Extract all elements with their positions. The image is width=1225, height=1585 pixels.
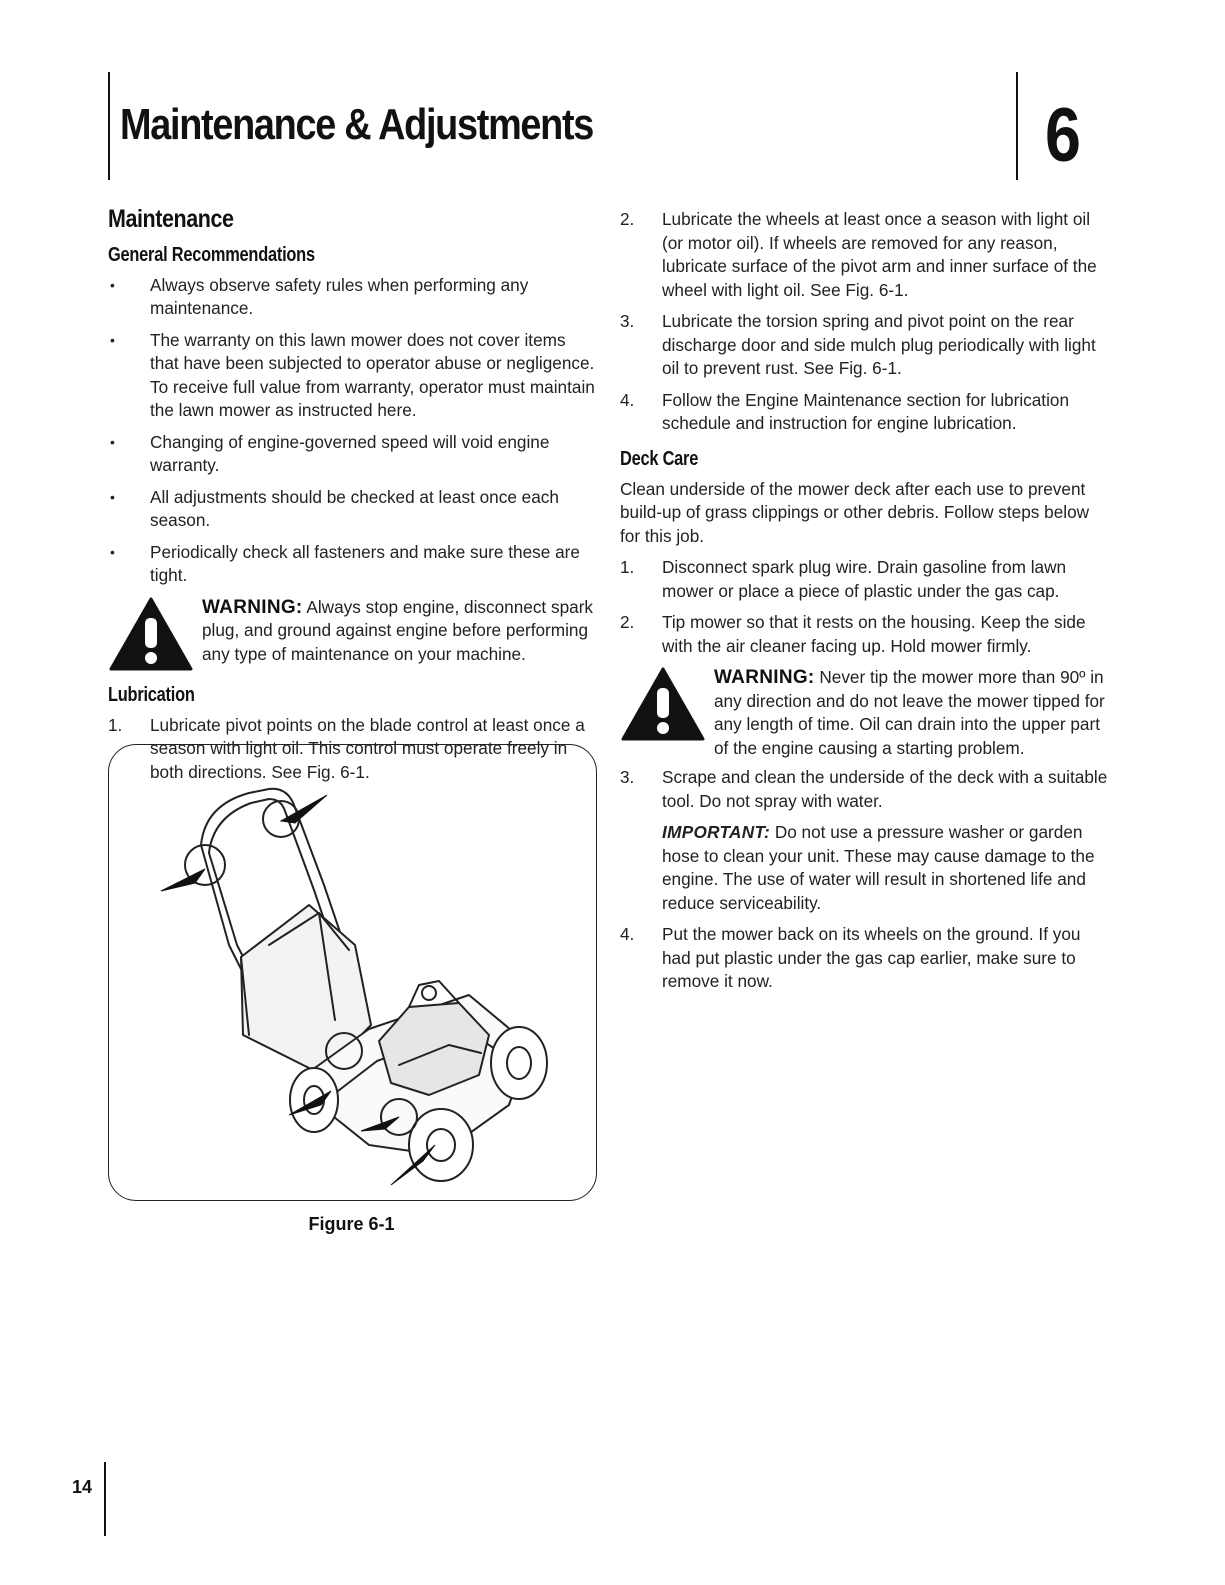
- right-column: [620, 208, 1110, 1002]
- warning-icon: [620, 666, 706, 742]
- list-item: [108, 329, 598, 423]
- list-item: [620, 389, 1110, 436]
- bullet-marker: •: [110, 488, 115, 505]
- list-item: [620, 208, 1110, 302]
- chapter-title: Maintenance & Adjustments: [120, 100, 594, 149]
- list-item: [620, 310, 1110, 381]
- list-item: [620, 556, 1110, 603]
- important-label: IMPORTANT:: [662, 822, 771, 842]
- list-number: 4.: [620, 389, 635, 410]
- list-item-text: Changing of engine-governed speed will void engine warranty.: [150, 431, 550, 475]
- list-number: 3.: [620, 767, 635, 787]
- list-item-text: Tip mower so that it rests on the housing. Keep the side with the air cleaner facing up. Hold mower firmly.: [662, 612, 1086, 656]
- heading-general-recommendations: General Recommendations: [108, 242, 315, 266]
- list-item-text: Lubricate the wheels at least once a season with light oil (or motor oil). If wheels are removed for any reason, lubricate surface of the pivot arm and inner surface of the wheel with light oil. See Fig. 6-1.: [662, 209, 1097, 300]
- important-text: Do not use a pressure washer or garden hose to clean your unit. These may cause damage to the engine. The use of water will result in shortened life and reduce serviceability.: [662, 822, 1095, 913]
- list-item: [108, 486, 598, 533]
- list-number: 2.: [620, 209, 635, 229]
- warning-label: WARNING:: [714, 667, 815, 688]
- list-item-text: Lubricate pivot points on the blade control at least once a season with light oil. This control must operate freely in both directions. See Fig. 6-1.: [150, 714, 585, 782]
- heading-lubrication: Lubrication: [108, 682, 195, 706]
- list-number: 1.: [620, 557, 635, 577]
- page-number: 14: [72, 1477, 93, 1497]
- list-item-text: Put the mower back on its wheels on the ground. If you had put plastic under the gas cap earlier, make sure to remove it now.: [662, 924, 1081, 991]
- list-item-text: Scrape and clean the underside of the deck with a suitable tool. Do not spray with water.: [662, 767, 1108, 811]
- left-column: [108, 205, 598, 792]
- header-right-rule: [1016, 72, 1018, 180]
- list-item: [620, 923, 1110, 994]
- warning-icon: [108, 596, 194, 672]
- list-item-text: Periodically check all fasteners and make sure these are tight.: [150, 541, 580, 585]
- list-item-text: Lubricate the torsion spring and pivot point on the rear discharge door and side mulch plug periodically with light oil to prevent rust. See Fig. 6-1.: [662, 311, 1096, 378]
- list-item-text: Follow the Engine Maintenance section for lubrication schedule and instruction for engine lubrication.: [662, 389, 1070, 433]
- bullet-marker: •: [110, 331, 115, 348]
- list-item-text: The warranty on this lawn mower does not cover items that have been subjected to operator abuse or negligence. To receive full value from warranty, operator must maintain the lawn mower as instructed here.: [150, 329, 595, 420]
- list-number: 1.: [108, 714, 123, 735]
- important-note: [620, 821, 1110, 915]
- list-number: 2.: [620, 612, 635, 632]
- heading-deck-care: Deck Care: [620, 446, 699, 470]
- warning-box: [108, 596, 598, 672]
- list-item-text: Disconnect spark plug wire. Drain gasoline from lawn mower or place a piece of plastic under the gas cap.: [662, 557, 1067, 601]
- deck-care-intro: Clean underside of the mower deck after each use to prevent build-up of grass clippings or other debris. Follow steps below for this job.: [620, 478, 1090, 546]
- list-item: [620, 766, 1110, 813]
- bullet-marker: •: [110, 543, 115, 560]
- header-left-rule: [108, 72, 110, 180]
- lawn-mower-illustration: [109, 745, 596, 1200]
- section-title-maintenance: Maintenance: [108, 205, 234, 233]
- list-item: [108, 541, 598, 588]
- list-item: [108, 431, 598, 478]
- footer-rule: [104, 1462, 106, 1536]
- bullet-marker: •: [110, 433, 115, 450]
- warning-text: Never tip the mower more than 90º in any direction and do not leave the mower tipped for any length of time. Oil can drain into the upper part of the engine causing a starting problem.: [714, 667, 1105, 758]
- chapter-number: 6: [1045, 93, 1081, 178]
- warning-label: WARNING:: [202, 596, 303, 618]
- warning-box: [620, 666, 1110, 760]
- list-item: [108, 274, 598, 321]
- list-number: 3.: [620, 311, 635, 331]
- warning-text: Always stop engine, disconnect spark plug, and ground against engine before performing any type of maintenance on your machine.: [202, 596, 594, 664]
- bullet-marker: •: [110, 276, 115, 293]
- list-item-text: Always observe safety rules when performing any maintenance.: [150, 274, 529, 318]
- figure-caption: Figure 6-1: [308, 1214, 395, 1234]
- list-item: [620, 611, 1110, 658]
- list-item-text: All adjustments should be checked at least once each season.: [150, 486, 559, 530]
- figure-frame: [108, 744, 597, 1201]
- list-number: 4.: [620, 924, 635, 944]
